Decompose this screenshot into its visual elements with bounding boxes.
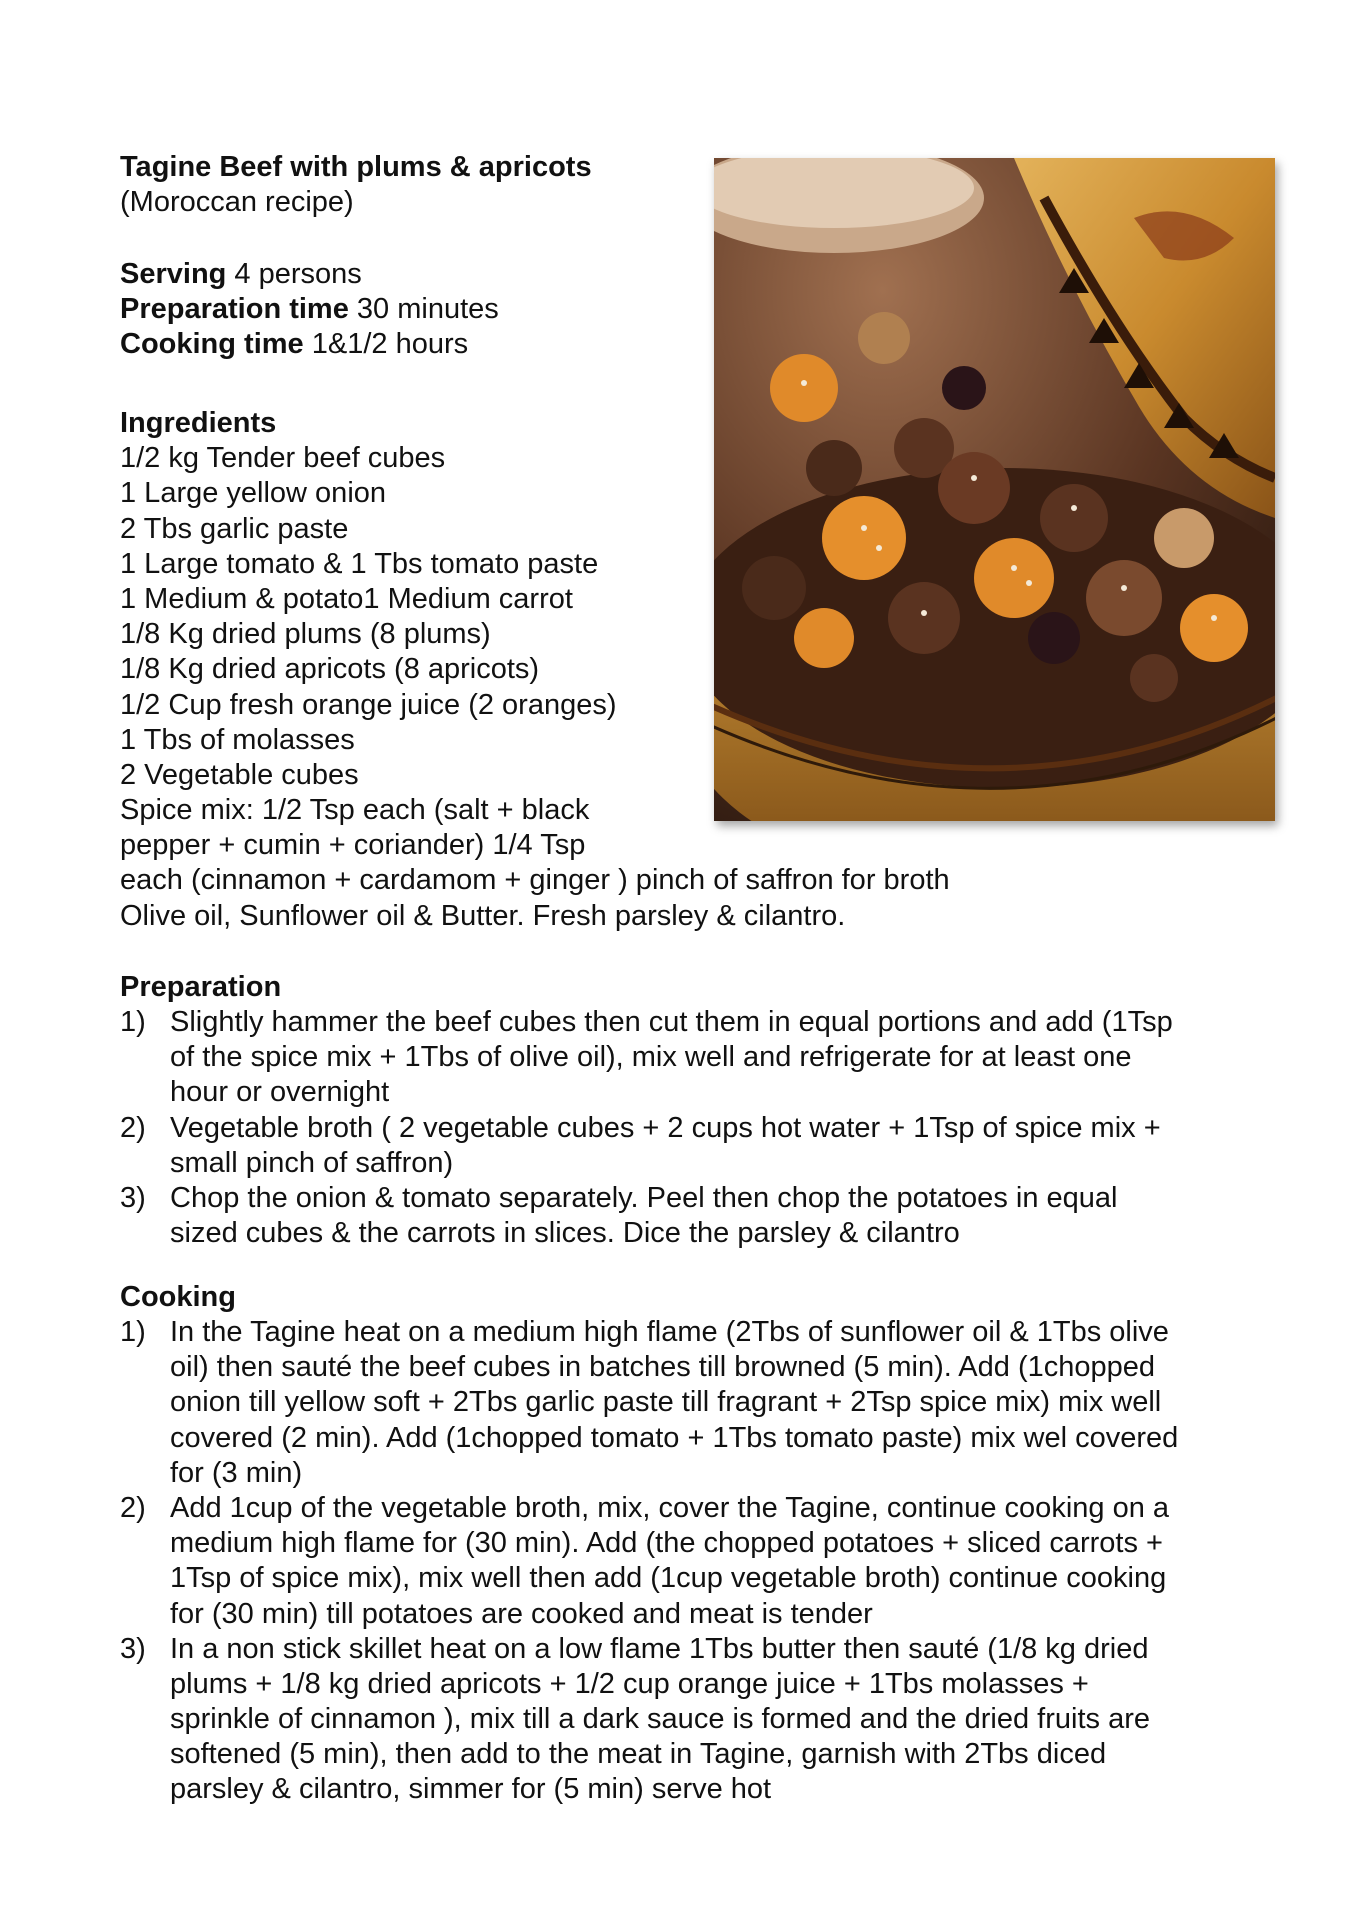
preparation-heading-wrap [120, 970, 281, 1005]
prep-time-label: Preparation time [120, 293, 349, 326]
step-line: for (3 min) [170, 1456, 303, 1489]
step-line: 1Tsp of spice mix), mix well then add (1cup vegetable broth) continue cooking [170, 1562, 1167, 1595]
cook-time-value: 1&1/2 hours [303, 328, 469, 361]
step-line: In a non stick skillet heat on a low flame 1Tbs butter then sauté (1/8 kg dried [170, 1632, 1149, 1665]
tagine-illustration [714, 158, 1275, 821]
ingredient-item: Olive oil, Sunflower oil & Butter. Fresh parsley & cilantro. [120, 899, 846, 932]
cooking-step [120, 1632, 1280, 1808]
ingredient-item: 2 Vegetable cubes [120, 758, 359, 791]
step-line: for (30 min) till potatoes are cooked and meat is tender [170, 1597, 873, 1630]
ingredient-item: each (cinnamon + cardamom + ginger ) pinch of saffron for broth [120, 864, 950, 897]
step-line: sized cubes & the carrots in slices. Dice the parsley & cilantro [170, 1217, 960, 1250]
cooking-heading: Cooking [120, 1281, 236, 1313]
cooking-steps [120, 1315, 1280, 1808]
step-number: 1) [120, 1316, 146, 1348]
step-line: covered (2 min). Add (1chopped tomato + 1Tbs tomato paste) mix wel covered [170, 1421, 1179, 1454]
step-line: onion till yellow soft + 2Tbs garlic paste till fragrant + 2Tsp spice mix) mix well [170, 1386, 1162, 1419]
tagine-dish-photo [714, 158, 1275, 821]
ingredient-item: 1 Medium & potato1 Medium carrot [120, 582, 573, 615]
step-number: 3) [120, 1181, 146, 1214]
cook-time-label: Cooking time [120, 328, 304, 361]
preparation-steps [120, 1005, 1280, 1251]
cooking-step [120, 1315, 1280, 1491]
preparation-step [120, 1005, 1280, 1111]
step-line: Slightly hammer the beef cubes then cut them in equal portions and add (1Tsp [170, 1006, 1173, 1038]
step-line: small pinch of saffron) [170, 1146, 454, 1179]
ingredient-item: 1/8 Kg dried apricots (8 apricots) [120, 653, 540, 686]
serving-line [120, 257, 499, 292]
step-line: hour or overnight [170, 1076, 390, 1109]
step-line: oil) then sauté the beef cubes in batches till browned (5 min). Add (1chopped [170, 1351, 1155, 1384]
step-line: parsley & cilantro, simmer for (5 min) serve hot [170, 1773, 772, 1806]
step-number: 1) [120, 1006, 146, 1038]
recipe-subtitle: (Moroccan recipe) [120, 186, 354, 219]
cooking-step [120, 1491, 1280, 1632]
step-number: 3) [120, 1632, 146, 1665]
step-line: sprinkle of cinnamon ), mix till a dark sauce is formed and the dried fruits are [170, 1703, 1150, 1736]
cooking-heading-wrap [120, 1280, 236, 1315]
step-number: 2) [120, 1491, 146, 1524]
cook-time-line [120, 327, 499, 362]
step-line: medium high flame for (30 min). Add (the chopped potatoes + sliced carrots + [170, 1527, 1163, 1560]
step-line: of the spice mix + 1Tbs of olive oil), mix well and refrigerate for at least one [170, 1041, 1132, 1074]
recipe-title: Tagine Beef with plums & apricots [120, 151, 592, 183]
ingredient-item: 1/2 Cup fresh orange juice (2 oranges) [120, 688, 617, 721]
ingredient-item: 1 Tbs of molasses [120, 723, 355, 756]
meta-block [120, 257, 499, 363]
serving-value: 4 persons [226, 258, 362, 290]
prep-time-line [120, 292, 499, 327]
ingredient-item: 1/2 kg Tender beef cubes [120, 442, 446, 475]
step-number: 2) [120, 1111, 146, 1144]
preparation-step [120, 1111, 1280, 1181]
preparation-step [120, 1181, 1280, 1251]
ingredient-item: 2 Tbs garlic paste [120, 512, 349, 545]
ingredient-item: 1/8 Kg dried plums (8 plums) [120, 618, 491, 651]
step-line: Chop the onion & tomato separately. Peel then chop the potatoes in equal [170, 1181, 1118, 1214]
ingredients-heading: Ingredients [120, 407, 277, 439]
title-block [120, 150, 592, 220]
step-line: In the Tagine heat on a medium high flame (2Tbs of sunflower oil & 1Tbs olive [170, 1316, 1169, 1348]
ingredient-item: Spice mix: 1/2 Tsp each (salt + black [120, 794, 590, 827]
prep-time-value: 30 minutes [348, 293, 499, 326]
step-line: Vegetable broth ( 2 vegetable cubes + 2 cups hot water + 1Tsp of spice mix + [170, 1111, 1161, 1144]
step-line: softened (5 min), then add to the meat in Tagine, garnish with 2Tbs diced [170, 1738, 1107, 1771]
ingredient-item: pepper + cumin + coriander) 1/4 Tsp [120, 829, 586, 862]
step-line: Add 1cup of the vegetable broth, mix, cover the Tagine, continue cooking on a [170, 1491, 1170, 1524]
preparation-heading: Preparation [120, 971, 282, 1003]
step-line: plums + 1/8 kg dried apricots + 1/2 cup orange juice + 1Tbs molasses + [170, 1667, 1089, 1700]
serving-label: Serving [120, 258, 227, 290]
ingredient-item: 1 Large tomato & 1 Tbs tomato paste [120, 547, 599, 580]
ingredient-item: 1 Large yellow onion [120, 477, 387, 510]
